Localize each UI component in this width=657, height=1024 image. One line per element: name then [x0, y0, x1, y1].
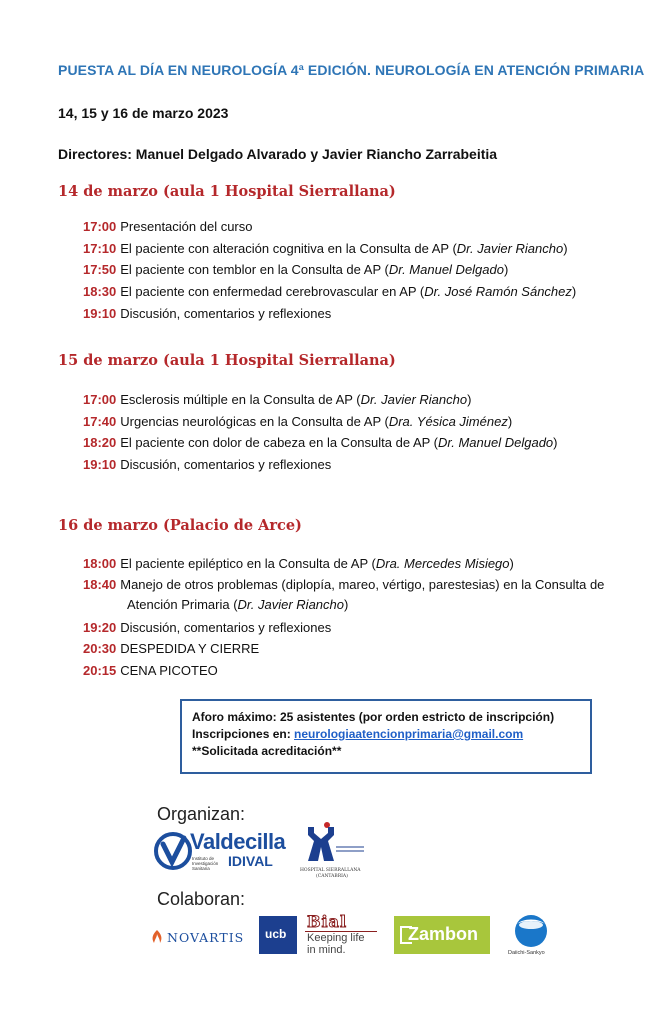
- item-text: Discusión, comentarios y reflexiones: [120, 457, 332, 473]
- item-text-line2: Atención Primaria (: [127, 596, 238, 612]
- item-text: El paciente epiléptico en la Consulta de AP (: [120, 556, 376, 571]
- ucb-logo: [259, 916, 297, 954]
- course-directors: Directores: Manuel Delgado Alvarado y Javier Riancho Zarrabeitia: [58, 146, 498, 162]
- item-close: ): [467, 392, 472, 407]
- valdecilla-name: Valdecilla: [190, 829, 286, 854]
- item-time: 20:30: [83, 641, 117, 657]
- ucb-name: ucb: [265, 927, 287, 941]
- bial-tagline-1: Keeping life: [307, 932, 365, 944]
- item-time: 17:10: [83, 240, 117, 256]
- valdecilla-subtitle: Instituto de Investigación Sanitaria: [192, 856, 219, 871]
- item-close: ): [503, 262, 509, 278]
- item-speaker: Dr. Javier Riancho: [237, 596, 344, 612]
- item-speaker: Dr. Manuel Delgado: [438, 435, 554, 451]
- item-speaker: Dr. Manuel Delgado: [388, 262, 504, 278]
- schedule-item: [83, 303, 576, 325]
- item-time: 18:00: [83, 556, 117, 571]
- item-speaker: Dr. Javier Riancho: [360, 392, 468, 407]
- idival-name: IDIVAL: [228, 853, 273, 869]
- day-heading-3: 16 de marzo (Palacio de Arce): [58, 517, 302, 534]
- collaborators-label: Colaboran:: [157, 889, 246, 909]
- schedule-item: [83, 259, 576, 281]
- item-text: CENA PICOTEO: [120, 663, 218, 679]
- sierrallana-subtitle: (CANTABRIA): [316, 874, 348, 879]
- item-text: El paciente con dolor de cabeza en la Consulta de AP (: [120, 435, 439, 451]
- bial-tagline-2: in mind.: [307, 944, 346, 956]
- schedule-list-day-3: [83, 553, 648, 682]
- inscription-line: [192, 726, 580, 743]
- item-time: 20:15: [83, 663, 117, 679]
- item-speaker: Dra. Mercedes Misiego: [375, 556, 510, 571]
- inscription-label: Inscripciones en:: [192, 727, 295, 741]
- item-close: ): [509, 556, 514, 571]
- item-text: Manejo de otros problemas (diplopía, mareo, vértigo, parestesias) en la Consulta de: [120, 576, 605, 592]
- item-time: 18:20: [83, 435, 117, 451]
- daiichi-globe-icon: [513, 914, 549, 948]
- zambon-name: Zambon: [408, 924, 478, 944]
- item-time: 17:40: [83, 413, 117, 429]
- bial-logo: [305, 914, 379, 958]
- novartis-name: NOVARTIS: [167, 930, 245, 945]
- item-text: Discusión, comentarios y reflexiones: [120, 305, 332, 321]
- sierrallana-name: HOSPITAL SIERRALLANA: [300, 868, 361, 873]
- item-close: ): [553, 435, 558, 451]
- item-speaker: Dra. Yésica Jiménez: [388, 413, 508, 429]
- schedule-list-day-1: [83, 216, 576, 324]
- item-text: Discusión, comentarios y reflexiones: [120, 619, 332, 635]
- schedule-item: [83, 216, 576, 238]
- schedule-item: [83, 454, 558, 476]
- schedule-item: [83, 389, 558, 411]
- schedule-list-day-2: [83, 389, 558, 476]
- valdecilla-logo: [154, 829, 284, 873]
- sierrallana-logo: [300, 821, 372, 881]
- schedule-item: [83, 638, 648, 660]
- item-speaker: Dr. José Ramón Sánchez: [424, 284, 572, 300]
- item-time: 18:30: [83, 284, 117, 300]
- day-heading-1: 14 de marzo (aula 1 Hospital Sierrallana): [58, 183, 396, 200]
- schedule-item: [83, 575, 648, 617]
- capacity-text: Aforo máximo: 25 asistentes (por orden estricto de inscripción): [192, 710, 555, 724]
- item-time: 19:10: [83, 305, 117, 321]
- schedule-item: [83, 617, 648, 639]
- item-close: ): [571, 284, 577, 300]
- schedule-item: [83, 660, 648, 682]
- item-time: 19:10: [83, 457, 117, 473]
- item-close: ): [563, 240, 568, 256]
- schedule-item: [83, 553, 648, 575]
- item-time: 17:00: [83, 219, 117, 234]
- zambon-logo: [394, 916, 490, 954]
- organizers-label: Organizan:: [157, 804, 246, 824]
- novartis-flame-icon: [150, 929, 164, 945]
- item-text: El paciente con temblor en la Consulta de AP (: [120, 262, 389, 278]
- valdecilla-mark-icon: [154, 831, 192, 871]
- accreditation-text: **Solicitada acreditación**: [192, 744, 342, 758]
- document-title: PUESTA AL DÍA EN NEUROLOGÍA 4ª EDICIÓN. NEUROLOGÍA EN ATENCIÓN PRIMARIA: [58, 62, 645, 78]
- day-heading-2: 15 de marzo (aula 1 Hospital Sierrallana): [58, 352, 396, 369]
- email-link[interactable]: neurologiaatencionprimaria@gmail.com: [294, 727, 524, 741]
- info-box: [180, 699, 592, 774]
- item-time: 19:20: [83, 619, 117, 635]
- schedule-item: [83, 411, 558, 433]
- item-text: El paciente con alteración cognitiva en la Consulta de AP (: [120, 240, 457, 256]
- item-text: Esclerosis múltiple en la Consulta de AP (: [120, 392, 361, 407]
- sierrallana-mark-icon: [300, 821, 364, 865]
- novartis-logo: [150, 928, 250, 948]
- item-time: 17:00: [83, 392, 117, 407]
- item-text: Urgencias neurológicas en la Consulta de AP (: [120, 413, 389, 429]
- item-close: ): [507, 413, 513, 429]
- item-time: 17:50: [83, 262, 117, 278]
- item-text: DESPEDIDA Y CIERRE: [120, 641, 260, 657]
- daiichi-name: Daiichi-Sankyo: [508, 950, 545, 956]
- item-time: 18:40: [83, 576, 117, 592]
- course-dates: 14, 15 y 16 de marzo 2023: [58, 105, 229, 121]
- item-text: El paciente con enfermedad cerebrovascular en AP (: [120, 284, 425, 300]
- bial-name: Bial: [307, 912, 348, 931]
- item-close: ): [344, 596, 349, 612]
- daiichi-logo: [504, 914, 560, 960]
- schedule-item: [83, 238, 576, 260]
- schedule-item: [83, 281, 576, 303]
- schedule-item: [83, 432, 558, 454]
- item-speaker: Dr. Javier Riancho: [456, 240, 564, 256]
- item-text: Presentación del curso: [120, 219, 253, 234]
